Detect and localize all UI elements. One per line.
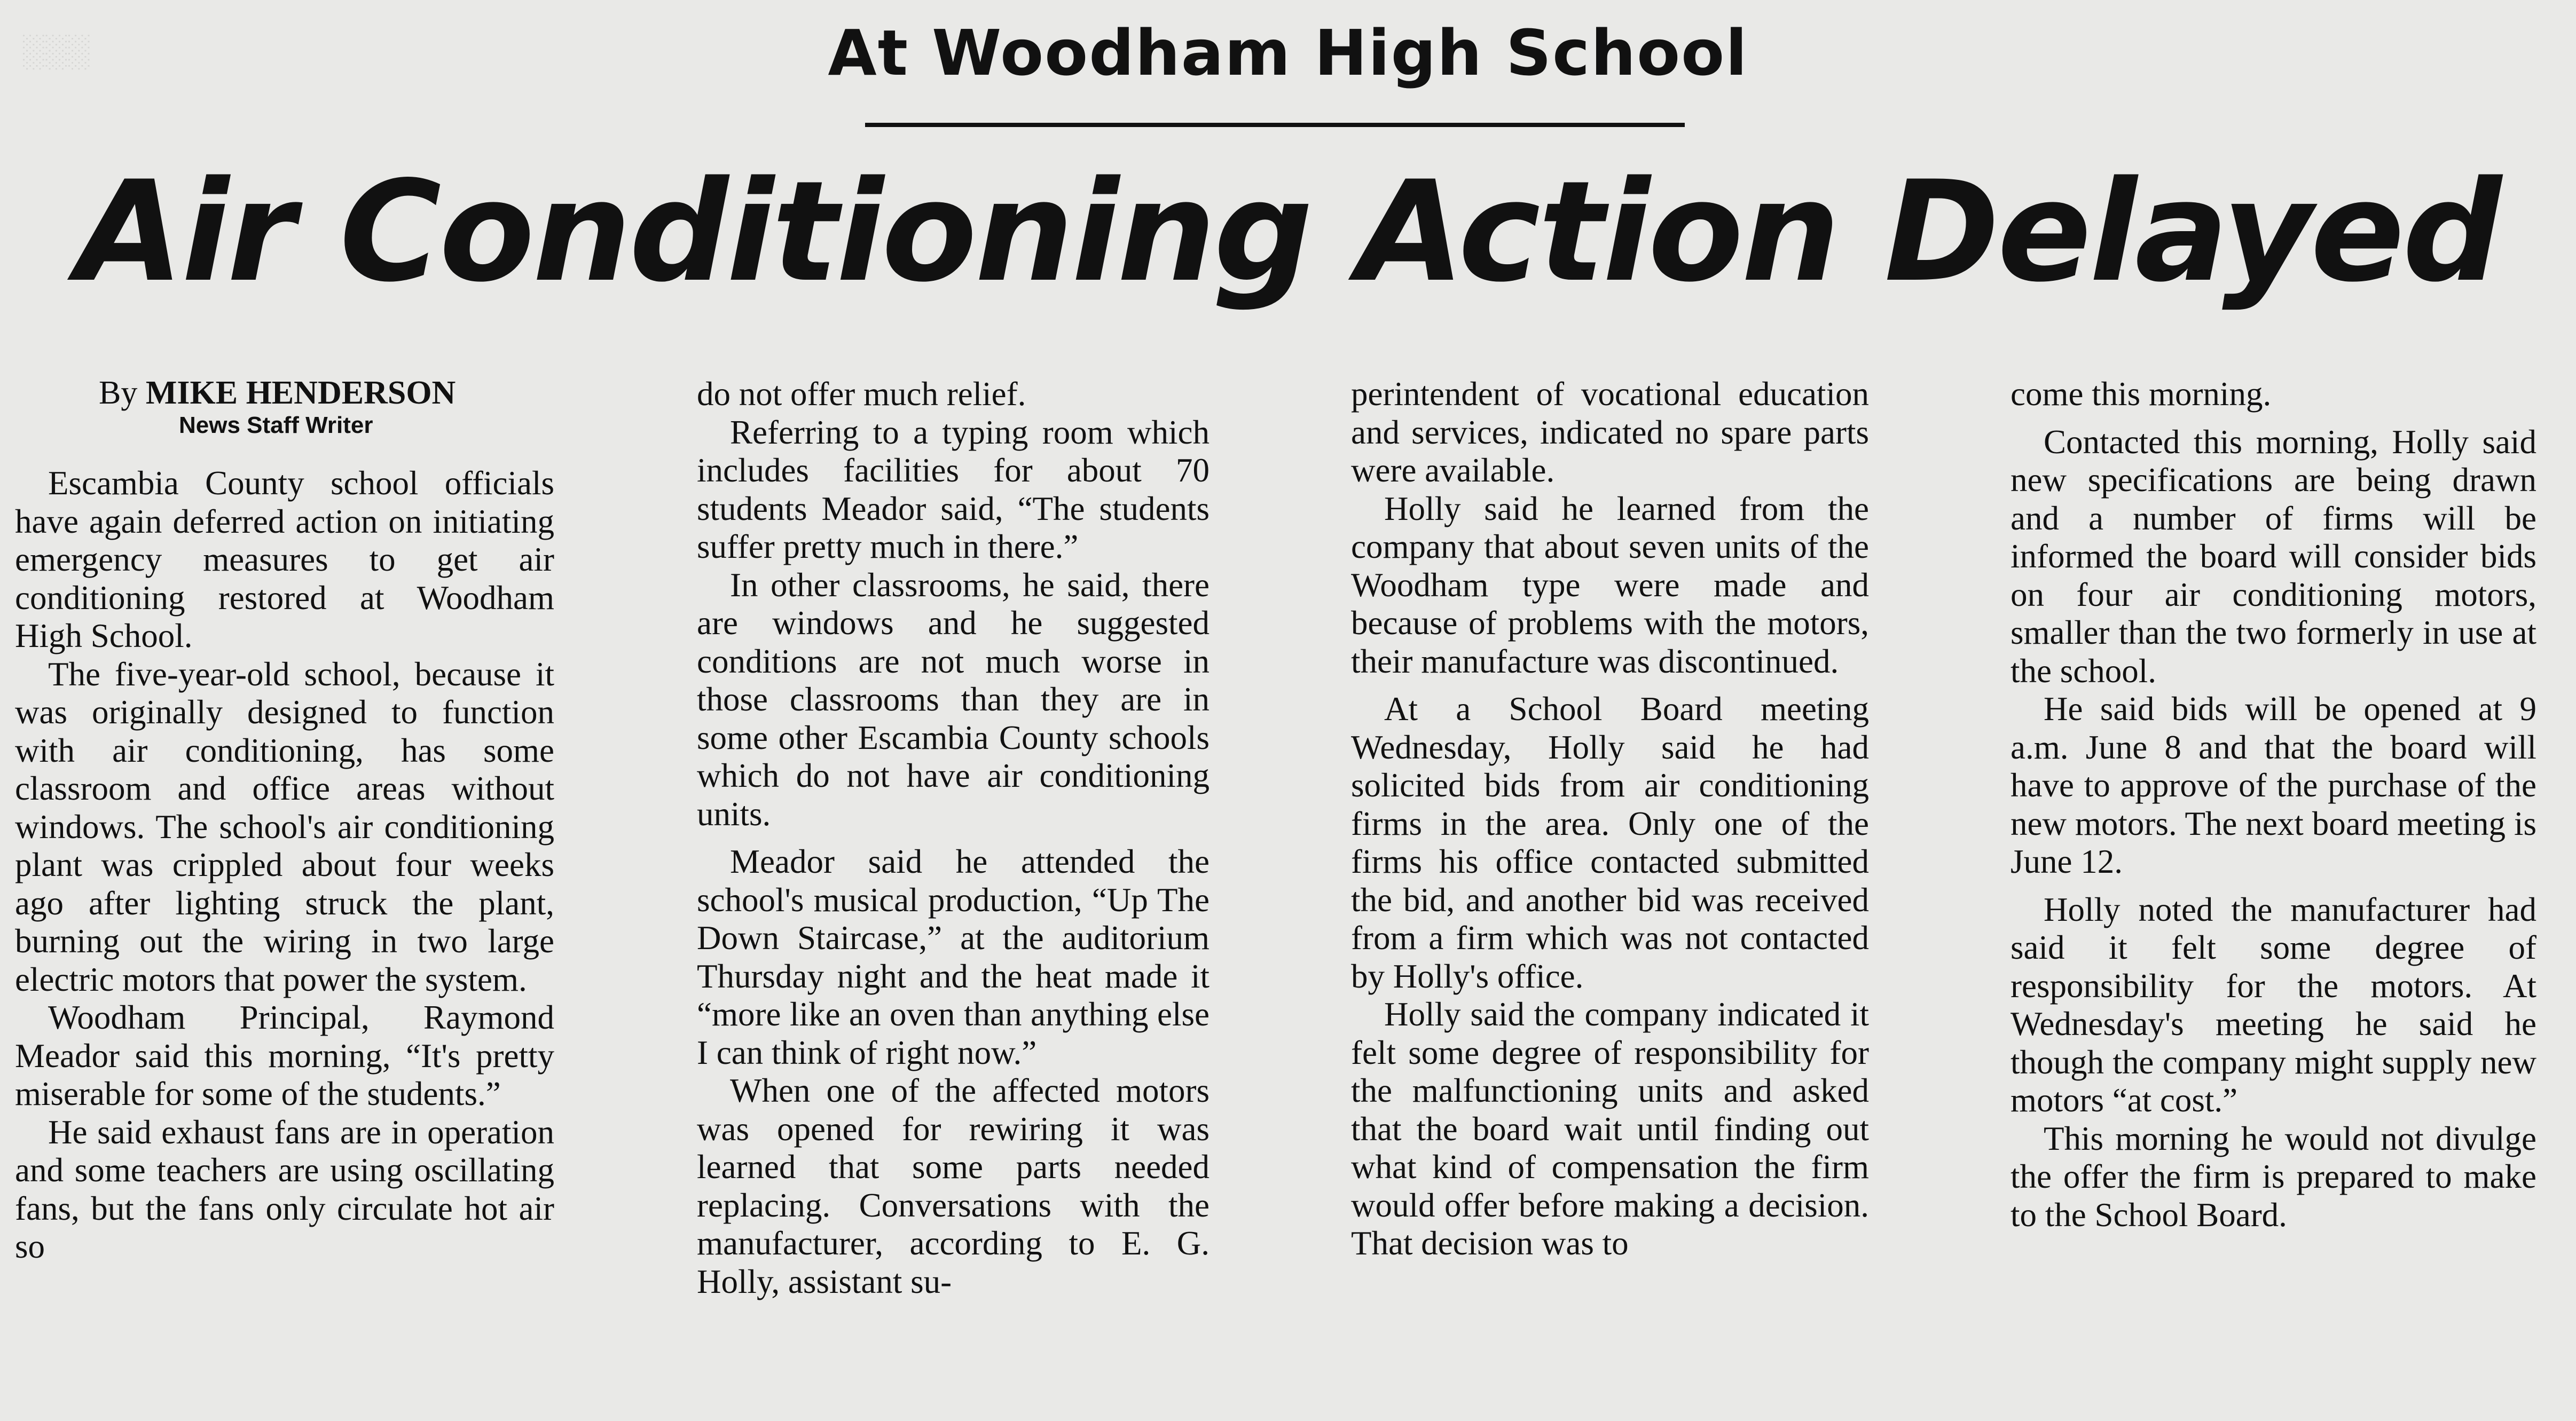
byline-title: News Staff Writer — [179, 412, 373, 438]
paragraph: Woodham Principal, Raymond Meador said this morning, “It's pretty miserable for some of the students.” — [15, 999, 554, 1112]
show-through-texture: ░░░ — [21, 33, 90, 68]
paragraph: Referring to a typing room which includes facilities for about 70 students Meador said, “The students suffer pretty much in there.” — [697, 413, 1210, 565]
paragraph: This morning he would not divulge the offer the firm is prepared to make to the School Board. — [2010, 1119, 2536, 1234]
paragraph: Holly noted the manufacturer had said it felt some degree of responsibility for the motors. At Wednesday's meeting he said he though the company might supply new motors “at cost.” — [2010, 890, 2536, 1119]
kicker-rule — [865, 123, 1685, 127]
paragraph: Contacted this morning, Holly said new specifications are being drawn and a number of firms will be informed the board will consider bids on four air conditioning motors, smaller than the two formerly in use at the school. — [2010, 423, 2536, 690]
byline-name: MIKE HENDERSON — [145, 375, 456, 411]
paragraph: He said exhaust fans are in operation and some teachers are using oscillating fans, but the fans only circulate hot air so — [15, 1113, 554, 1265]
paragraph: The five-year-old school, because it was originally designed to function with air conditioning, has some classroom and office areas without windows. The school's air conditioning plant was crippled about four weeks ago after lighting struck the plant, burning out the wiring in two large electric motors that power the system. — [15, 655, 554, 998]
byline-prefix: By — [99, 375, 138, 411]
paragraph: do not offer much relief. — [697, 375, 1026, 413]
paragraph: Holly said the company indicated it felt some degree of responsibility for the malfunctioning units and asked that the board wait until finding out what kind of compensation the firm would offer before making a decision. That decision was to — [1351, 996, 1869, 1262]
article-column-1 — [15, 464, 554, 1266]
paragraph: Escambia County school officials have again deferred action on initiating emergency measures to get air conditioning restored at Woodham High School. — [15, 464, 554, 654]
kicker-headline: At Woodham High School — [828, 16, 1748, 90]
main-headline: Air Conditioning Action Delayed — [76, 152, 2500, 313]
paragraph: When one of the affected motors was opened for rewiring it was learned that some parts needed replacing. Conversations with the manufacturer, according to E. G. Holly, assistant su- — [697, 1072, 1210, 1300]
paragraph: come this morning. — [2010, 375, 2272, 413]
paragraph: perintendent of vocational education and services, indicated no spare parts were available. — [1351, 375, 1869, 489]
paragraph: At a School Board meeting Wednesday, Holly said he had solicited bids from air conditioning firms in the area. Only one of the firms his office contacted submitted the bid, and another bid was received from a firm which was not contacted by Holly's office. — [1351, 690, 1869, 995]
paragraph: He said bids will be opened at 9 a.m. June 8 and that the board will have to approve of the purchase of the new motors. The next board meeting is June 12. — [2010, 690, 2536, 880]
paragraph: Holly said he learned from the company that about seven units of the Woodham type were made and because of problems with the motors, their manufacture was discontinued. — [1351, 490, 1869, 680]
paragraph: Meador said he attended the school's musical production, “Up The Down Staircase,” at the auditorium Thursday night and the heat made it “more like an oven than anything else I can think of right now.” — [697, 843, 1210, 1071]
paragraph: In other classrooms, he said, there are windows and he suggested conditions are not much worse in those classrooms than they are in some other Escambia County schools which do not have air conditioning units. — [697, 566, 1210, 833]
article-column-3 — [1351, 375, 1869, 1263]
article-column-4 — [2010, 375, 2536, 1234]
article-column-2 — [697, 375, 1210, 1301]
byline — [99, 376, 455, 409]
